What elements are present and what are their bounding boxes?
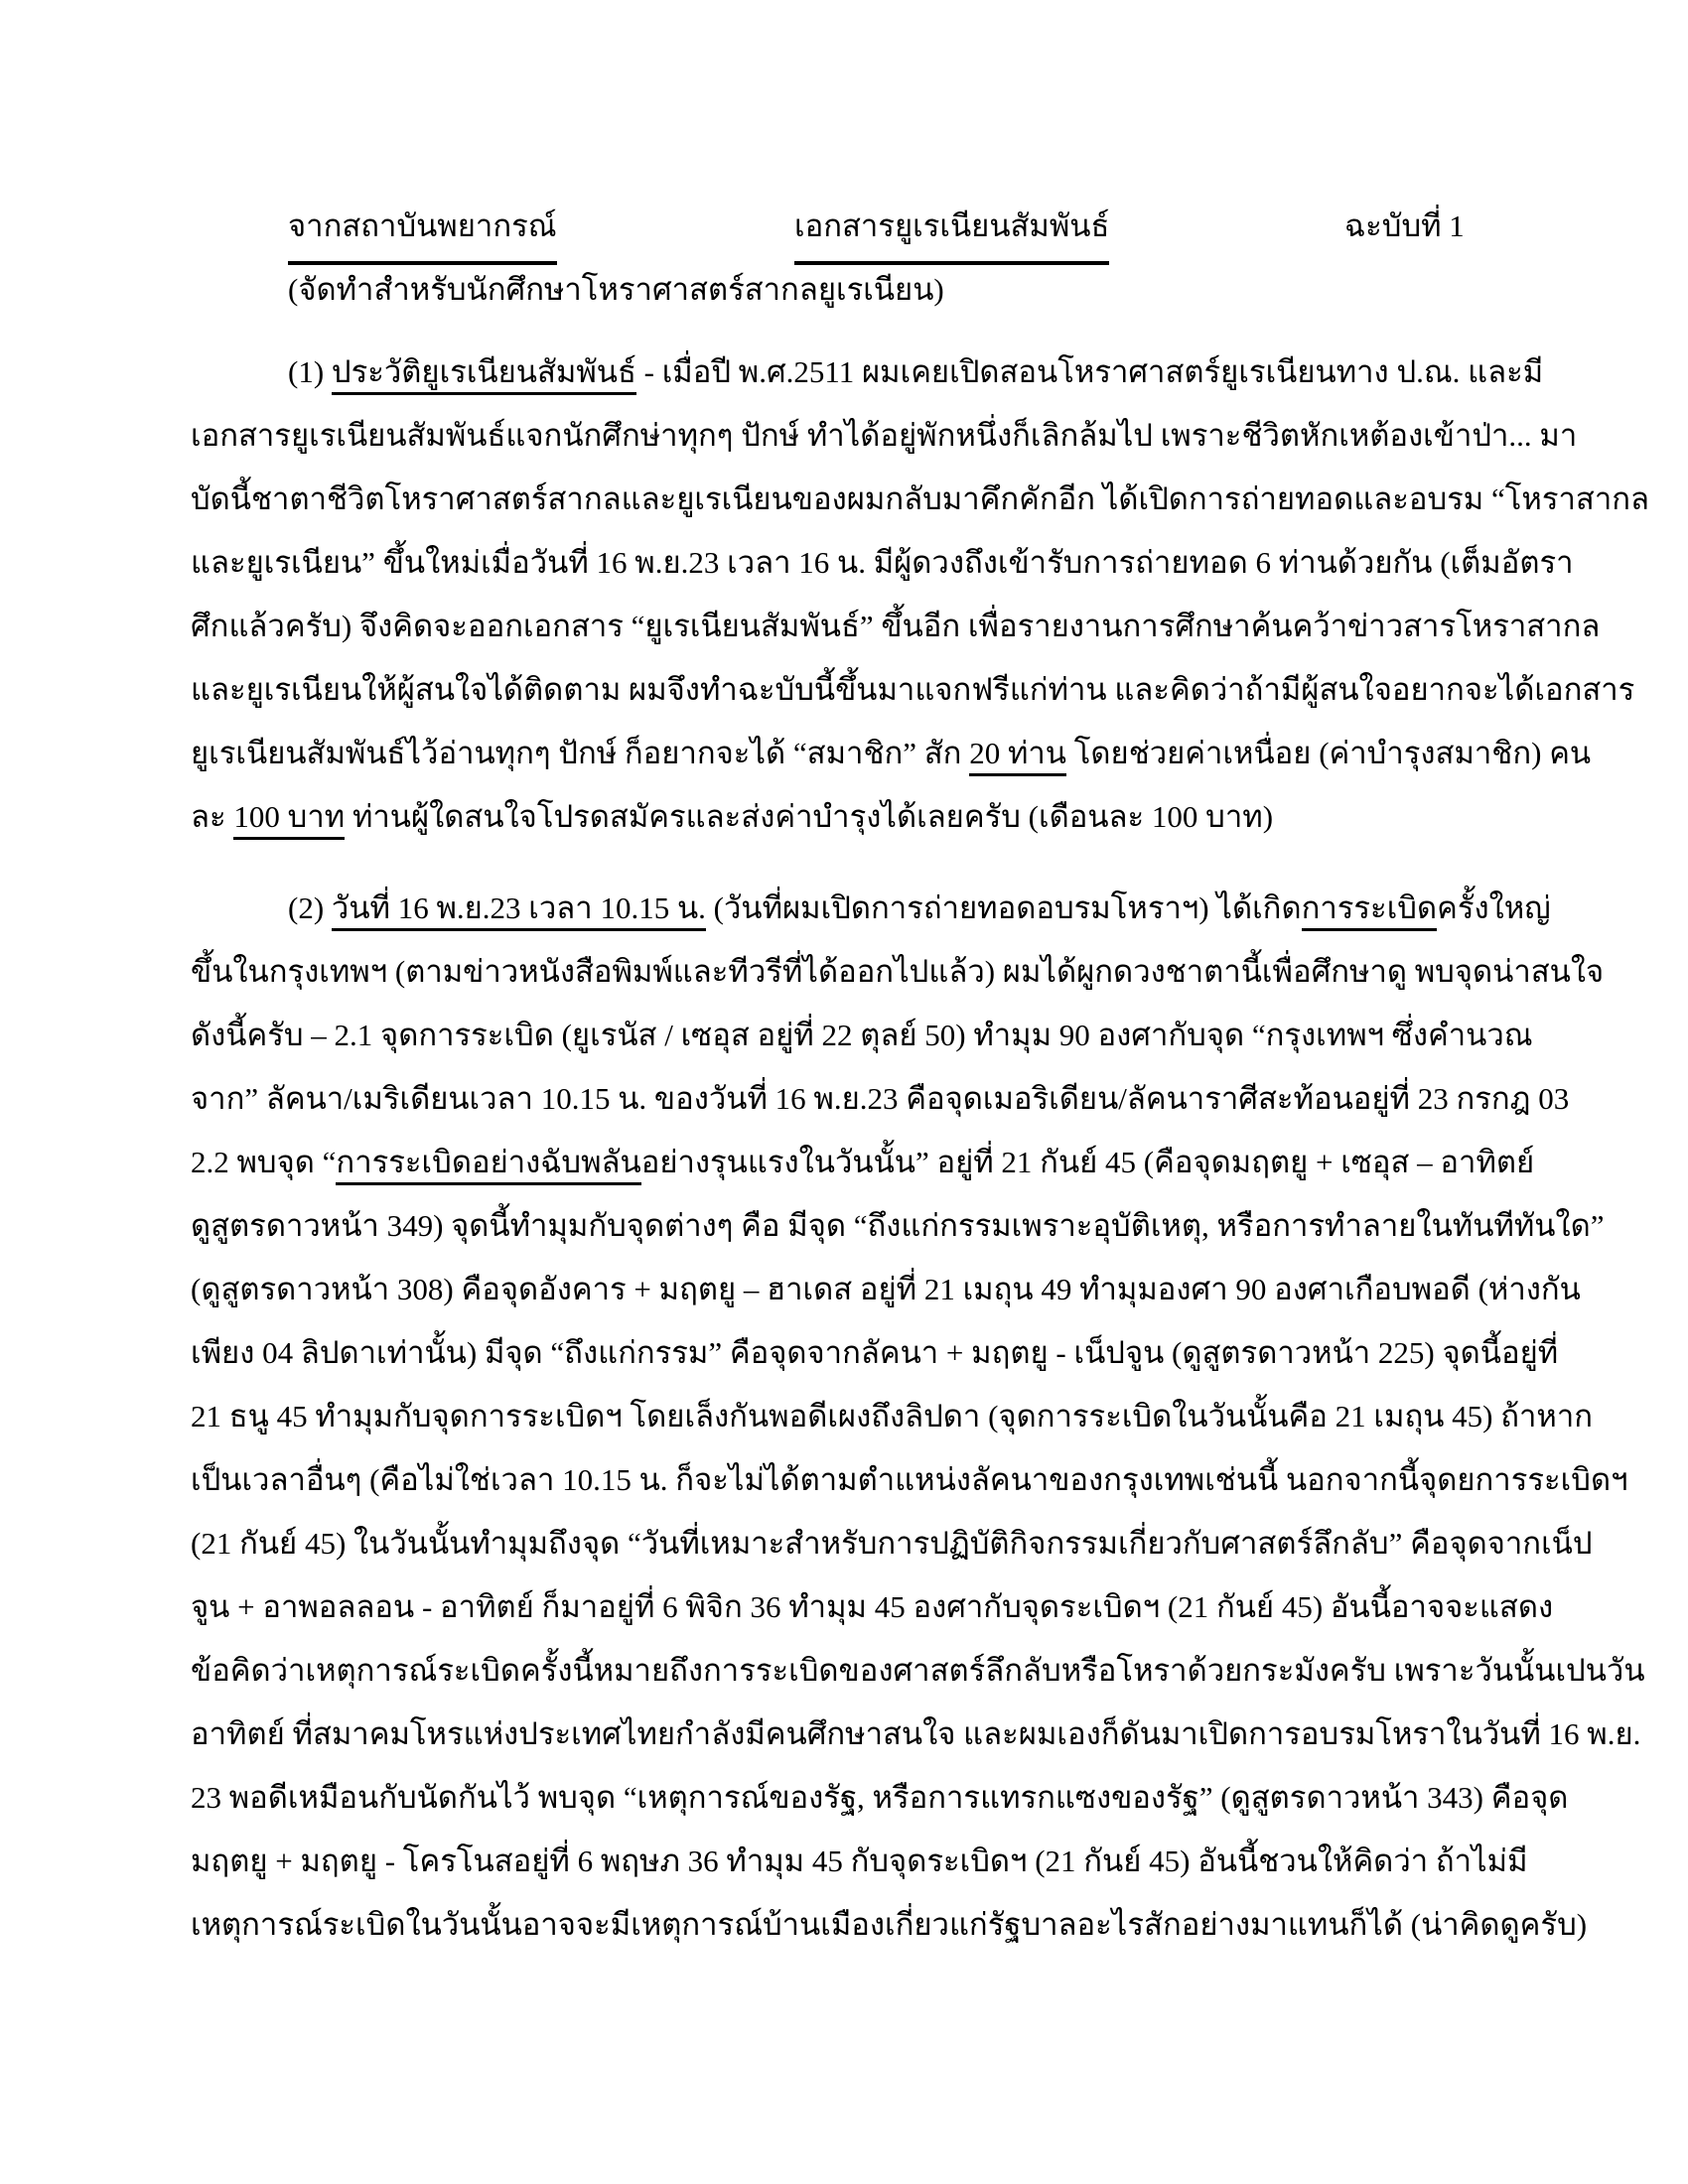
text-segment-underlined: 20 ท่าน (969, 736, 1066, 776)
text-segment: จูน + อาพอลลอน - อาทิตย์ ก็มาอยู่ที่ 6 พิจิก 36 ทำมุม 45 องศากับจุดระเบิดฯ (21 กันย์ 45) อันนี้อาจจะแสดง (191, 1589, 1554, 1624)
text-segment: 21 ธนู 45 ทำมุมกับจุดการระเบิดฯ โดยเล็งกันพอดีเผงถึงลิปดา (จุดการระเบิดในวันนั้นคือ 21 เมถุน 45) ถ้าหาก (191, 1399, 1594, 1433)
paragraph-1 (191, 341, 1649, 849)
text-segment: (1) (288, 354, 332, 389)
text-segment: เป็นเวลาอื่นๆ (คือไม่ใช่เวลา 10.15 น. ก็จะไม่ได้ตามตำแหน่งลัคนาของกรุงเทพเช่นนี้ นอกจากนี้จุดยการระเบิดฯ (191, 1462, 1628, 1497)
text-line (191, 404, 1578, 468)
text-line (191, 1321, 1559, 1385)
header-subtitle (191, 258, 1497, 322)
text-segment: เพียง 04 ลิปดาเท่านั้น) มีจุด “ถึงแก่กรรม” คือจุดจากลัคนา + มฤตยู - เน็ปจูน (ดูสูตรดาวหน้า 225) จุดนี้อยู่ที่ (191, 1335, 1559, 1370)
text-segment: ท่านผู้ใดสนใจโปรดสมัครและส่งค่าบำรุงได้เลยครับ (เดือนละ 100 บาท) (345, 799, 1274, 834)
header-issue-number: ฉะบับที่ 1 (1344, 208, 1465, 243)
text-segment: ยูเรเนียนสัมพันธ์ไว้อ่านทุกๆ ปักษ์ ก็อยากจะได้ “สมาชิก” สัก (191, 736, 970, 770)
text-segment: เอกสารยูเรเนียนสัมพันธ์แจกนักศึกษ่าทุกๆ ปักษ์ ทำได้อยู่พักหนึ่งก็เลิกล้มไป เพราะชีวิตหักเหต้องเข้าป่า... มา (191, 418, 1578, 453)
text-segment-underlined: ประวัติยูเรเนียนสัมพันธ์ (332, 354, 636, 395)
text-line (191, 658, 1635, 722)
text-segment: (วันที่ผมเปิดการถ่ายทอดอบรมโหราฯ) ได้เกิด (705, 890, 1302, 925)
text-line (191, 940, 1605, 1004)
text-segment-underlined: วันที่ 16 พ.ย.23 เวลา 10.15 น. (332, 890, 706, 931)
text-line (191, 1703, 1641, 1766)
text-segment: มฤตยู + มฤตยู - โครโนสอยู่ที่ 6 พฤษภ 36 ทำมุม 45 กับจุดระเบิดฯ (21 กันย์ 45) อันนี้ชวนให้คิดว่า ถ้าไม่มี (191, 1843, 1528, 1878)
text-line (191, 341, 1544, 404)
text-segment: อาทิตย์ ที่สมาคมโหรแห่งประเทศไทยกำลังมีคนศึกษาสนใจ และผมเองก็ดันมาเปิดการอบรมโหราในวันที่ 16 พ.ย. (191, 1716, 1641, 1751)
text-segment-underlined: 100 บาท (233, 799, 345, 840)
text-segment: ข้อคิดว่าเหตุการณ์ระเบิดครั้งนี้หมายถึงการระเบิดของศาสตร์ลึกลับหรือโหราด้วยกระมังครับ เพราะวันนั้นเปนวัน (191, 1653, 1645, 1688)
text-line (191, 595, 1601, 658)
text-segment-underlined: การระเบิดอย่างฉับพลัน (336, 1145, 640, 1185)
text-segment: ครั้งใหญ่ (1437, 890, 1551, 925)
text-line (191, 785, 1497, 849)
document-header (191, 195, 1497, 258)
text-segment: และยูเรเนียน” ขึ้นใหม่เมื่อวันที่ 16 พ.ย.23 เวลา 16 น. มีผู้ดวงถึงเข้ารับการถ่ายทอด 6 ท่านด้วยกัน (เต็มอัตรา (191, 545, 1574, 580)
text-line (191, 877, 1551, 940)
text-line (191, 1448, 1628, 1512)
text-line (191, 1131, 1535, 1194)
text-segment: ศึกแล้วครับ) จึงคิดจะออกเอกสาร “ยูเรเนียนสัมพันธ์” ขึ้นอีก เพื่อรายงานการศึกษาค้นคว้าข่าวสารโหราสากล (191, 609, 1601, 643)
text-segment: ละ (191, 799, 234, 834)
header-subtitle-text: (จัดทำสำหรับนักศึกษาโหราศาสตร์สากลยูเรเนียน) (288, 272, 944, 307)
text-line (191, 1639, 1645, 1703)
text-segment: - เมื่อปี พ.ศ.2511 ผมเคยเปิดสอนโหราศาสตร์ยูเรเนียนทาง ป.ณ. และมี (635, 354, 1544, 389)
text-line (191, 1575, 1554, 1639)
text-segment: จาก” ลัคนา/เมริเดียนเวลา 10.15 น. ของวันที่ 16 พ.ย.23 คือจุดเมอริเดียน/ลัคนาราศีสะท้อนอยู่ที่ 23 กรกฎ 03 (191, 1081, 1570, 1116)
text-line (191, 468, 1649, 531)
header-institute: จากสถาบันพยากรณ์ (288, 195, 557, 265)
text-segment: (2) (288, 890, 332, 925)
text-line (191, 1830, 1528, 1893)
text-line (191, 1004, 1533, 1067)
text-line (191, 1766, 1569, 1830)
text-segment: 2.2 พบจุด “ (191, 1145, 337, 1179)
text-line (191, 531, 1574, 595)
document-page (191, 195, 1649, 1957)
text-segment: อย่างรุนแรงในวันนั้น” อยู่ที่ 21 กันย์ 45 (คือจุดมฤตยู + เซอุส – อาทิตย์ (640, 1145, 1535, 1179)
text-segment: เหตุการณ์ระเบิดในวันนั้นอาจจะมีเหตุการณ์บ้านเมืองเกี่ยวแก่รัฐบาลอะไรสักอย่างมาแทนก็ได้ (น่าคิดดูครับ) (191, 1907, 1588, 1942)
text-segment: ขึ้นในกรุงเทพฯ (ตามข่าวหนังสือพิมพ์และทีวรีที่ได้ออกไปแล้ว) ผมได้ผูกดวงชาตานี้เพื่อศึกษาดู พบจุดน่าสนใจ (191, 954, 1605, 989)
header-title: เอกสารยูเรเนียนสัมพันธ์ (794, 195, 1109, 265)
text-segment-underlined: การระเบิด (1302, 890, 1438, 931)
text-line (191, 1385, 1594, 1448)
text-line (191, 1258, 1581, 1321)
text-segment: 23 พอดีเหมือนกับนัดกันไว้ พบจุด “เหตุการณ์ของรัฐ, หรือการแทรกแซงของรัฐ” (ดูสูตรดาวหน้า 343) คือจุด (191, 1780, 1569, 1815)
text-line (191, 1067, 1570, 1131)
text-line (191, 1194, 1605, 1258)
paragraph-2 (191, 877, 1645, 1957)
text-segment: (21 กันย์ 45) ในวันนั้นทำมุมถึงจุด “วันที่เหมาะสำหรับการปฏิบัติกิจกรรมเกี่ยวกับศาสตร์ลึกลับ” คือจุดจากเน็ป (191, 1526, 1593, 1561)
text-segment: โดยช่วยค่าเหนื่อย (ค่าบำรุงสมาชิก) คน (1066, 736, 1592, 770)
text-line (191, 1512, 1593, 1575)
text-segment: และยูเรเนียนให้ผู้สนใจได้ติดตาม ผมจึงทำฉะบับนี้ขึ้นมาแจกฟรีแก่ท่าน และคิดว่าถ้ามีผู้สนใจอยากจะได้เอกสาร (191, 672, 1635, 707)
text-segment: บัดนี้ชาตาชีวิตโหราศาสตร์สากลและยูเรเนียนของผมกลับมาคึกคักอีก ได้เปิดการถ่ายทอดและอบรม “โหราสากล (191, 481, 1649, 516)
text-segment: ดูสูตรดาวหน้า 349) จุดนี้ทำมุมกับจุดต่างๆ คือ มีจุด “ถึงแก่กรรมเพราะอุบัติเหตุ, หรือการทำลายในทันทีทันใด” (191, 1208, 1605, 1243)
text-segment: (ดูสูตรดาวหน้า 308) คือจุดอังคาร + มฤตยู – ฮาเดส อยู่ที่ 21 เมถุน 49 ทำมุมองศา 90 องศาเกือบพอดี (ห่างกัน (191, 1272, 1581, 1306)
text-segment: ดังนี้ครับ – 2.1 จุดการระเบิด (ยูเรนัส / เซอุส อยู่ที่ 22 ตุลย์ 50) ทำมุม 90 องศากับจุด “กรุงเทพฯ ซึ่งคำนวณ (191, 1018, 1533, 1052)
text-line (191, 722, 1592, 785)
text-line (191, 1893, 1588, 1957)
